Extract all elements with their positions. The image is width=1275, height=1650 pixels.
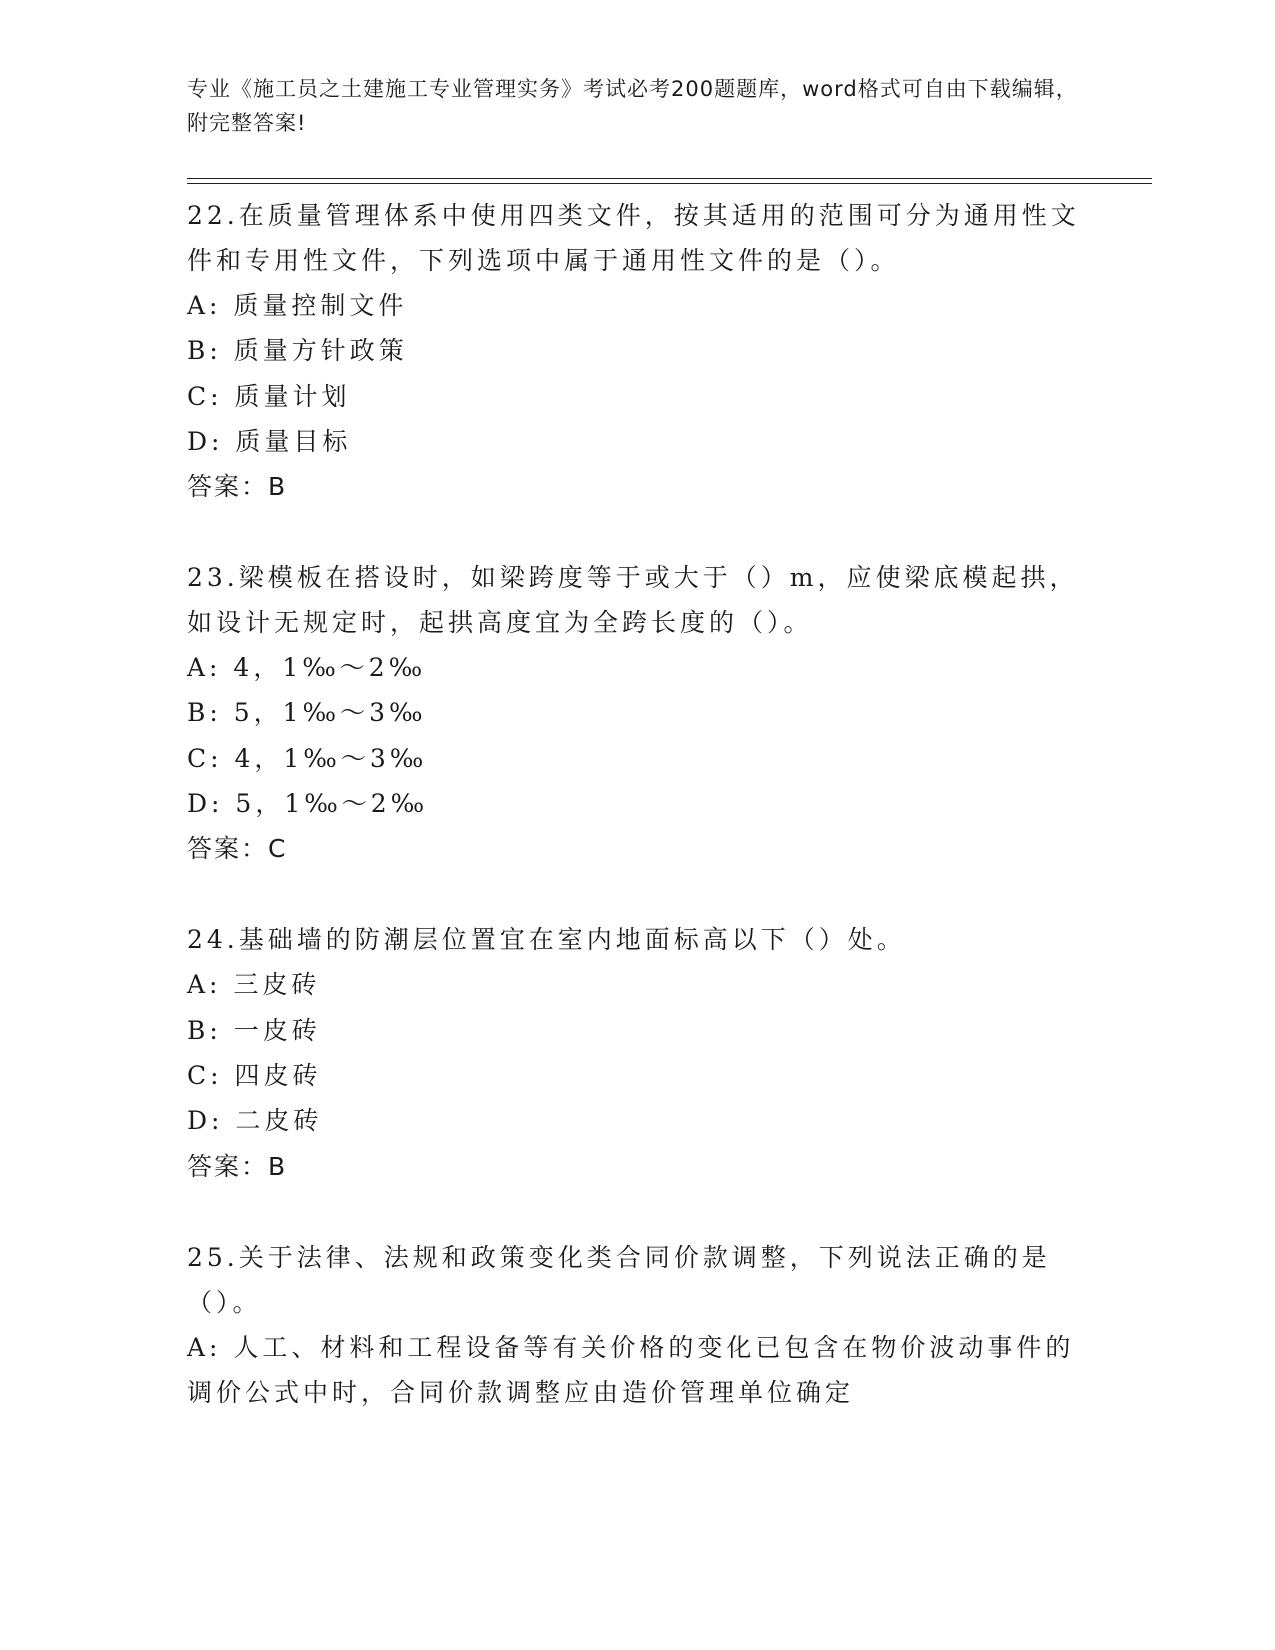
option-b: B: 一皮砖 bbox=[187, 1015, 321, 1045]
option-c: C: 4，1‰～3‰ bbox=[187, 743, 428, 773]
question-spacer bbox=[187, 509, 1087, 555]
question-list bbox=[187, 193, 1087, 1415]
answer: 答案：C bbox=[187, 834, 288, 864]
option-b: B: 质量方针政策 bbox=[187, 336, 408, 366]
header-divider-bottom bbox=[187, 183, 1152, 184]
option-d: D: 二皮砖 bbox=[187, 1106, 323, 1136]
question-22 bbox=[187, 193, 1087, 509]
option-a: A: 三皮砖 bbox=[187, 970, 321, 1000]
question-stem: 22.在质量管理体系中使用四类文件，按其适用的范围可分为通用性文件和专用性文件，下列选项中属于通用性文件的是（）。 bbox=[187, 201, 1080, 275]
question-spacer bbox=[187, 871, 1087, 917]
question-24 bbox=[187, 917, 1087, 1188]
header-text: 专业《施工员之土建施工专业管理实务》考试必考200题题库，word格式可自由下载编辑，附完整答案! bbox=[187, 77, 1078, 135]
option-a: A: 4，1‰～2‰ bbox=[187, 653, 427, 683]
question-stem: 24.基础墙的防潮层位置宜在室内地面标高以下（）处。 bbox=[187, 925, 906, 955]
answer: 答案：B bbox=[187, 472, 288, 502]
question-stem: 25.关于法律、法规和政策变化类合同价款调整，下列说法正确的是（）。 bbox=[187, 1242, 1051, 1317]
question-23 bbox=[187, 555, 1087, 871]
answer: 答案：B bbox=[187, 1151, 288, 1181]
option-d: D: 质量目标 bbox=[187, 426, 352, 456]
option-d: D: 5，1‰～2‰ bbox=[187, 789, 429, 819]
document-header bbox=[187, 72, 1087, 140]
option-c: C: 四皮砖 bbox=[187, 1060, 322, 1090]
option-a: A: 人工、材料和工程设备等有关价格的变化已包含在物价波动事件的调价公式中时，合同价款调整应由造价管理单位确定 bbox=[187, 1332, 1075, 1407]
question-25 bbox=[187, 1235, 1087, 1416]
option-a: A: 质量控制文件 bbox=[187, 291, 408, 320]
question-spacer bbox=[187, 1189, 1087, 1235]
option-b: B: 5，1‰～3‰ bbox=[187, 698, 427, 728]
option-c: C: 质量计划 bbox=[187, 381, 351, 411]
question-stem: 23.梁模板在搭设时，如梁跨度等于或大于（）m，应使梁底模起拱，如设计无规定时，起拱高度宜为全跨长度的（）。 bbox=[187, 563, 1079, 638]
header-divider-top bbox=[187, 178, 1152, 179]
